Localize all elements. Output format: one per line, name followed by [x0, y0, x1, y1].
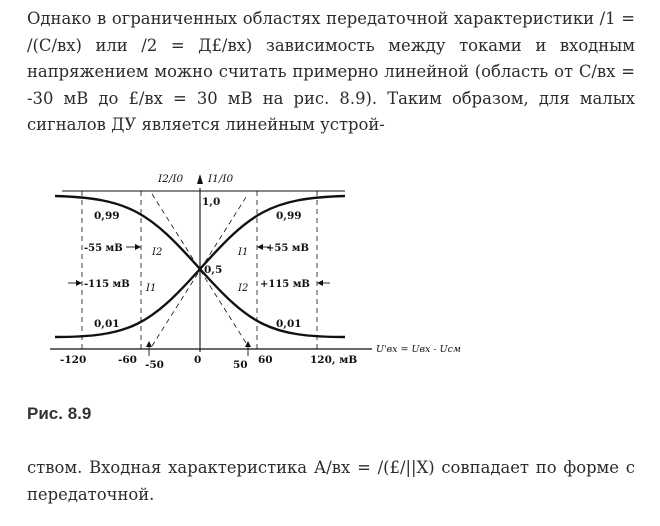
- y-label-right: I1/I0: [208, 173, 234, 185]
- arrow-pos55-head: [257, 244, 263, 250]
- figure-caption: Рис. 8.9: [27, 404, 92, 423]
- mark-pos55: +55 мВ: [266, 243, 309, 254]
- level-001-left: 0,01: [94, 318, 120, 330]
- curve-label-i1-left: I1: [146, 283, 157, 294]
- x-tick-neg120: -120: [60, 354, 87, 366]
- y-label-left: I2/I0: [158, 173, 184, 185]
- arrow-neg115-head: [76, 280, 82, 286]
- mark-neg55: -55 мВ: [84, 243, 123, 254]
- x-tick-neg60: -60: [118, 354, 137, 366]
- x-tick-0: 0: [194, 354, 202, 366]
- mark-pos115: +115 мВ: [260, 279, 310, 290]
- curve-label-i2-right: I2: [238, 283, 249, 294]
- x-axis-label: U'вх = Uвх - Uсм: [376, 344, 461, 355]
- x-tick-50: 50: [233, 359, 248, 371]
- x-tick-120: 120, мВ: [310, 354, 358, 366]
- paragraph-1: Однако в ограниченных областях передаточной характеристики /1 = /(С/вх) или /2 = Д£/вх) зависимость между токами и входным напряжением можно считать примерно линейной (область от С/вх = -30 мВ до £/вх = 30 мВ на рис. 8.9). Таким образом, для малых сигналов ДУ является линейным устрой-: [27, 9, 635, 134]
- arrow-neg55-head: [135, 244, 141, 250]
- x-tick-60: 60: [258, 354, 273, 366]
- level-099-right: 0,99: [276, 210, 302, 222]
- level-099-left: 0,99: [94, 210, 120, 222]
- y-axis-arrow: [197, 174, 203, 184]
- arrow-neg50-head: [146, 341, 152, 347]
- x-tick-neg50: -50: [145, 359, 164, 371]
- mark-neg115: -115 мВ: [84, 279, 130, 290]
- transfer-characteristic-figure: [0, 160, 660, 385]
- paragraph-2: ством. Входная характеристика А/вх = /(£/||Х) совпадает по форме с передаточной.: [27, 458, 635, 504]
- value-mid: 0,5: [204, 264, 223, 276]
- curve-label-i1-right: I1: [238, 247, 249, 258]
- curve-label-i2-left: I2: [152, 247, 163, 258]
- arrow-pos50-head: [245, 341, 251, 347]
- level-001-right: 0,01: [276, 318, 302, 330]
- value-top: 1,0: [202, 196, 221, 208]
- arrow-pos115-head: [317, 280, 323, 286]
